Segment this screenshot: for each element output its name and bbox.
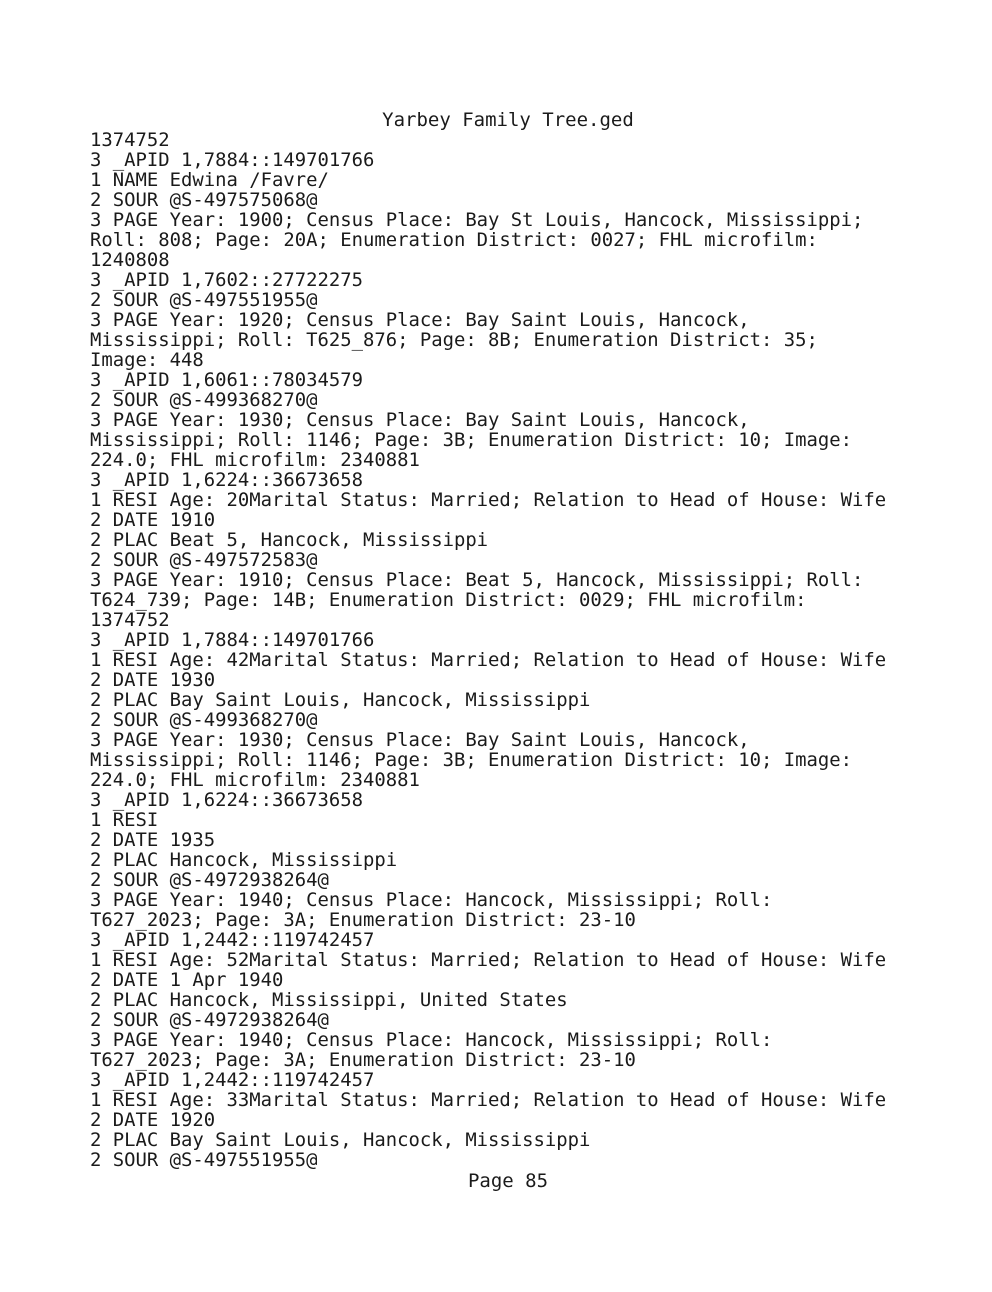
record-line: 1 RESI Age: 52Marital Status: Married; Relation to Head of House: Wife — [90, 949, 887, 971]
record-line: 3 _APID 1,7884::149701766 — [90, 149, 375, 171]
record-line: 3 PAGE Year: 1930; Census Place: Bay Saint Louis, Hancock, — [90, 409, 750, 431]
record-line: 2 PLAC Hancock, Mississippi — [90, 849, 398, 871]
record-line: 2 SOUR @S-497575068@ — [90, 189, 318, 211]
record-line: 3 _APID 1,6061::78034579 — [90, 369, 363, 391]
record-line: T627_2023; Page: 3A; Enumeration District: 23-10 — [90, 909, 636, 931]
record-line: 3 PAGE Year: 1940; Census Place: Hancock, Mississippi; Roll: — [90, 889, 773, 911]
record-line: 2 DATE 1935 — [90, 829, 216, 851]
record-line: 224.0; FHL microfilm: 2340881 — [90, 449, 420, 471]
record-line: 1374752 — [90, 609, 170, 631]
record-line: 2 SOUR @S-497572583@ — [90, 549, 318, 571]
record-line: 2 PLAC Bay Saint Louis, Hancock, Mississippi — [90, 689, 591, 711]
document-title: Yarbey Family Tree.ged — [382, 109, 634, 131]
record-line: 3 PAGE Year: 1920; Census Place: Bay Saint Louis, Hancock, — [90, 309, 750, 331]
record-line: 3 _APID 1,6224::36673658 — [90, 789, 363, 811]
record-line: 2 SOUR @S-499368270@ — [90, 389, 318, 411]
record-line: 1 RESI Age: 20Marital Status: Married; Relation to Head of House: Wife — [90, 489, 887, 511]
record-line: 2 SOUR @S-497551955@ — [90, 289, 318, 311]
record-line: Mississippi; Roll: T625_876; Page: 8B; Enumeration District: 35; — [90, 329, 818, 351]
record-line: 2 SOUR @S-4972938264@ — [90, 1009, 329, 1031]
record-line: T624_739; Page: 14B; Enumeration District: 0029; FHL microfilm: — [90, 589, 807, 611]
record-line: Mississippi; Roll: 1146; Page: 3B; Enumeration District: 10; Image: — [90, 429, 852, 451]
record-line: 2 SOUR @S-497551955@ — [90, 1149, 318, 1171]
record-line: 2 PLAC Hancock, Mississippi, United States — [90, 989, 568, 1011]
record-line: 2 DATE 1 Apr 1940 — [90, 969, 284, 991]
gedcom-record-list — [90, 130, 970, 1170]
record-line: 1 RESI — [90, 809, 159, 831]
record-line: 2 SOUR @S-499368270@ — [90, 709, 318, 731]
record-line: 2 DATE 1930 — [90, 669, 216, 691]
page-number: Page 85 — [467, 1170, 549, 1192]
record-line: 3 PAGE Year: 1910; Census Place: Beat 5, Hancock, Mississippi; Roll: — [90, 569, 864, 591]
record-line: Image: 448 — [90, 349, 204, 371]
record-line: 1240808 — [90, 249, 170, 271]
record-line: 2 PLAC Bay Saint Louis, Hancock, Mississippi — [90, 1129, 591, 1151]
record-line: 1 RESI Age: 42Marital Status: Married; Relation to Head of House: Wife — [90, 649, 887, 671]
record-line: 2 SOUR @S-4972938264@ — [90, 869, 329, 891]
record-line: 3 _APID 1,2442::119742457 — [90, 1069, 375, 1091]
record-line: 2 DATE 1910 — [90, 509, 216, 531]
record-line: 3 PAGE Year: 1930; Census Place: Bay Saint Louis, Hancock, — [90, 729, 750, 751]
record-line: 3 _APID 1,7602::27722275 — [90, 269, 363, 291]
record-line: Mississippi; Roll: 1146; Page: 3B; Enumeration District: 10; Image: — [90, 749, 852, 771]
record-line: 3 _APID 1,7884::149701766 — [90, 629, 375, 651]
record-line: 3 PAGE Year: 1940; Census Place: Hancock, Mississippi; Roll: — [90, 1029, 773, 1051]
record-line: T627_2023; Page: 3A; Enumeration District: 23-10 — [90, 1049, 636, 1071]
record-line: 3 _APID 1,2442::119742457 — [90, 929, 375, 951]
record-line: 1 RESI Age: 33Marital Status: Married; Relation to Head of House: Wife — [90, 1089, 887, 1111]
record-line: 3 _APID 1,6224::36673658 — [90, 469, 363, 491]
record-line: 2 PLAC Beat 5, Hancock, Mississippi — [90, 529, 489, 551]
record-line: 224.0; FHL microfilm: 2340881 — [90, 769, 420, 791]
record-line: 2 DATE 1920 — [90, 1109, 216, 1131]
record-line: 1 NAME Edwina /Favre/ — [90, 169, 329, 191]
record-line: 1374752 — [90, 129, 170, 151]
record-line: 3 PAGE Year: 1900; Census Place: Bay St Louis, Hancock, Mississippi; — [90, 209, 864, 231]
record-line: Roll: 808; Page: 20A; Enumeration District: 0027; FHL microfilm: — [90, 229, 818, 251]
